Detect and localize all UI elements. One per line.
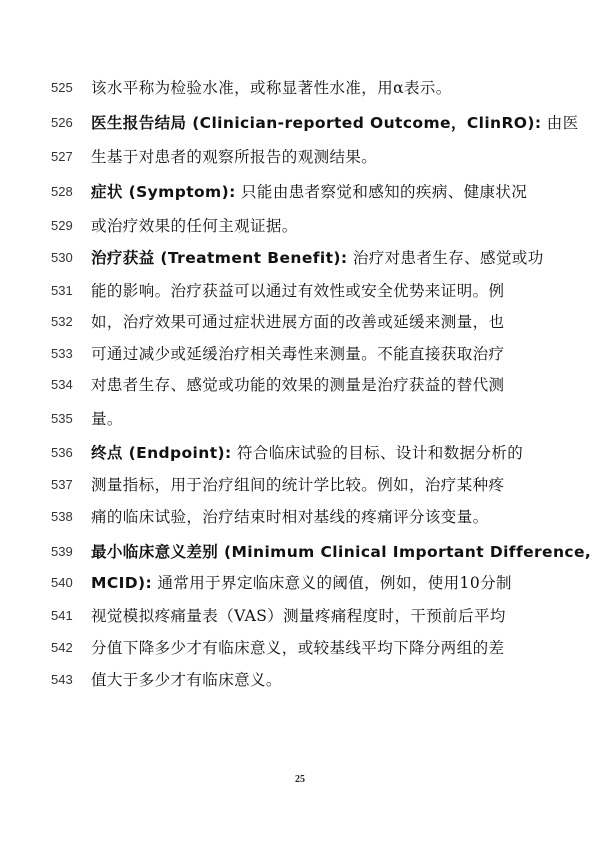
line-number: 536	[51, 445, 73, 460]
text-line	[0, 337, 600, 371]
line-text: 如，治疗效果可通过症状进展方面的改善或延缓来测量，也	[91, 313, 505, 331]
line-text: 可通过减少或延缓治疗相关毒性来测量。不能直接获取治疗	[91, 345, 505, 363]
line-number: 537	[51, 477, 73, 492]
term-heading: 最小临床意义差别 (Minimum Clinical Important Difference,	[91, 543, 592, 561]
text-line	[0, 468, 600, 502]
line-number: 530	[51, 250, 73, 265]
term-heading: 治疗获益 (Treatment Benefit):	[91, 249, 348, 267]
line-number: 531	[51, 283, 73, 298]
text-line	[0, 631, 600, 665]
text-line	[0, 436, 600, 470]
line-number: 526	[51, 115, 73, 130]
line-number: 539	[51, 544, 73, 559]
line-text: 该水平称为检验水准，或称显著性水准，用α表示。	[91, 79, 452, 97]
line-text: MCID): 通常用于界定临床意义的阈值，例如，使用10分制	[91, 574, 512, 592]
text-line	[0, 305, 600, 339]
line-text: 视觉模拟疼痛量表（VAS）测量疼痛程度时，干预前后平均	[91, 607, 506, 625]
text-line	[0, 368, 600, 402]
line-number: 543	[51, 672, 73, 687]
text-line	[0, 663, 600, 697]
line-number: 541	[51, 608, 73, 623]
line-text	[91, 535, 592, 569]
line-text: 量。	[91, 410, 123, 428]
term-heading: 终点 (Endpoint):	[91, 444, 232, 462]
text-line	[0, 599, 600, 633]
line-text: 值大于多少才有临床意义。	[91, 671, 282, 689]
text-line	[0, 209, 600, 243]
line-text: 症状 (Symptom): 只能由患者察觉和感知的疾病、健康状况	[91, 183, 528, 201]
text-line	[0, 566, 600, 600]
text-line	[0, 274, 600, 308]
line-text: 痛的临床试验，治疗结束时相对基线的疼痛评分该变量。	[91, 508, 489, 526]
line-text: 或治疗效果的任何主观证据。	[91, 217, 298, 235]
line-number: 540	[51, 575, 73, 590]
text-line	[0, 140, 600, 174]
line-text: 医生报告结局 (Clinician-reported Outcome，ClinRO): 由医	[91, 114, 579, 132]
line-number: 534	[51, 377, 73, 392]
line-number: 529	[51, 218, 73, 233]
line-number: 542	[51, 640, 73, 655]
line-text: 终点 (Endpoint): 符合临床试验的目标、设计和数据分析的	[91, 444, 524, 462]
text-line	[0, 175, 600, 209]
line-text: 对患者生存、感觉或功能的效果的测量是治疗获益的替代测	[91, 376, 505, 394]
text-line	[0, 500, 600, 534]
text-line	[0, 71, 600, 105]
line-number: 532	[51, 314, 73, 329]
text-line	[0, 241, 600, 275]
line-text: 分值下降多少才有临床意义，或较基线平均下降分两组的差	[91, 639, 505, 657]
text-line	[0, 402, 600, 436]
text-line	[0, 535, 600, 569]
page-number: 25	[295, 774, 305, 785]
line-text: 能的影响。治疗获益可以通过有效性或安全优势来证明。例	[91, 282, 505, 300]
line-text: 生基于对患者的观察所报告的观测结果。	[91, 148, 378, 166]
line-text: 治疗获益 (Treatment Benefit): 治疗对患者生存、感觉或功	[91, 249, 544, 267]
line-number: 527	[51, 149, 73, 164]
term-heading: 医生报告结局 (Clinician-reported Outcome，ClinRO):	[91, 114, 542, 132]
line-number: 528	[51, 184, 73, 199]
line-text: 测量指标，用于治疗组间的统计学比较。例如，治疗某种疼	[91, 476, 505, 494]
line-number: 535	[51, 411, 73, 426]
term-heading: 症状 (Symptom):	[91, 183, 236, 201]
term-heading: MCID):	[91, 574, 153, 592]
line-number: 525	[51, 80, 73, 95]
line-number: 533	[51, 346, 73, 361]
text-line	[0, 106, 600, 140]
line-number: 538	[51, 509, 73, 524]
